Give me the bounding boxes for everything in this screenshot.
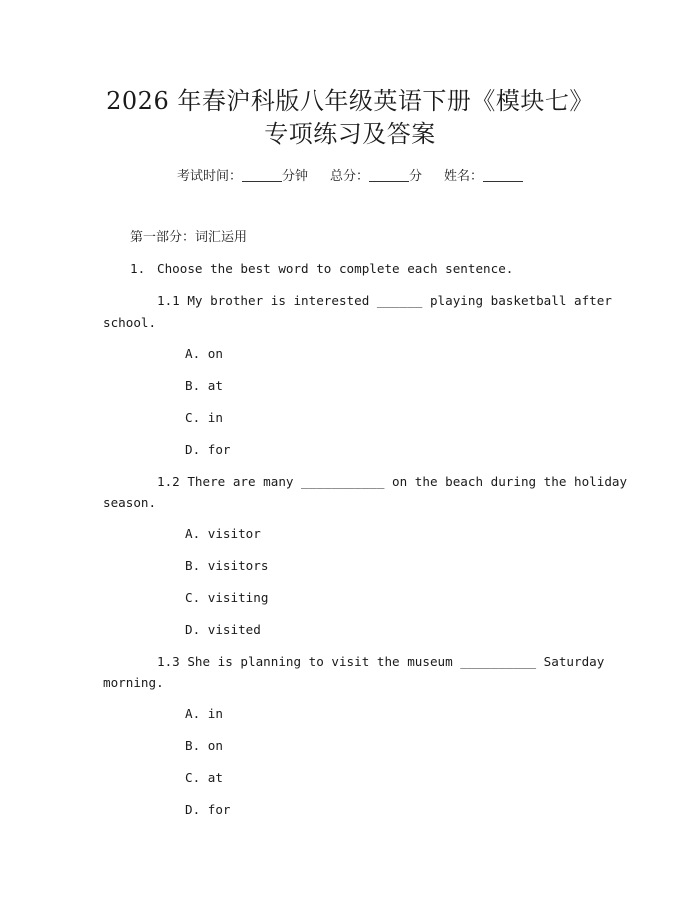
option-1-2-a: A. visitor — [185, 526, 261, 541]
option-1-2-c: C. visiting — [185, 590, 269, 605]
option-1-1-a: A. on — [185, 346, 223, 361]
name-blank — [483, 168, 523, 182]
subquestion-1-2-line-2: season. — [103, 495, 157, 510]
subquestion-1-1-line-2: school. — [103, 315, 157, 330]
score-blank — [369, 168, 409, 182]
subquestion-1-1-line-1: 1.1 My brother is interested ______ playing basketball after — [157, 293, 612, 308]
option-1-3-c: C. at — [185, 770, 223, 785]
score-label: 总分： — [329, 169, 369, 184]
time-blank — [242, 168, 282, 182]
option-1-1-d: D. for — [185, 442, 231, 457]
option-1-3-b: B. on — [185, 738, 223, 753]
document-title-line-1: 2026 年春沪科版八年级英语下册《模块七》 — [106, 87, 594, 115]
name-label: 姓名： — [444, 169, 484, 184]
option-1-3-d: D. for — [185, 802, 231, 817]
subquestion-1-3-line-2: morning. — [103, 675, 164, 690]
exam-info-line — [0, 168, 700, 186]
section-heading: 第一部分：词汇运用 — [130, 230, 248, 245]
subquestion-1-2-line-1: 1.2 There are many ___________ on the beach during the holiday — [157, 474, 628, 489]
time-unit: 分钟 — [281, 169, 308, 184]
question-instruction: Choose the best word to complete each sentence. — [157, 261, 514, 276]
option-1-1-b: B. at — [185, 378, 223, 393]
score-unit: 分 — [409, 169, 423, 184]
option-1-1-c: C. in — [185, 410, 223, 425]
question-number: 1. — [130, 261, 146, 276]
subquestion-1-3-line-1: 1.3 She is planning to visit the museum __________ Saturday — [157, 654, 605, 669]
option-1-2-b: B. visitors — [185, 558, 269, 573]
time-label: 考试时间： — [176, 169, 242, 184]
option-1-2-d: D. visited — [185, 622, 261, 637]
document-title-line-2: 专项练习及答案 — [264, 120, 436, 148]
option-1-3-a: A. in — [185, 706, 223, 721]
